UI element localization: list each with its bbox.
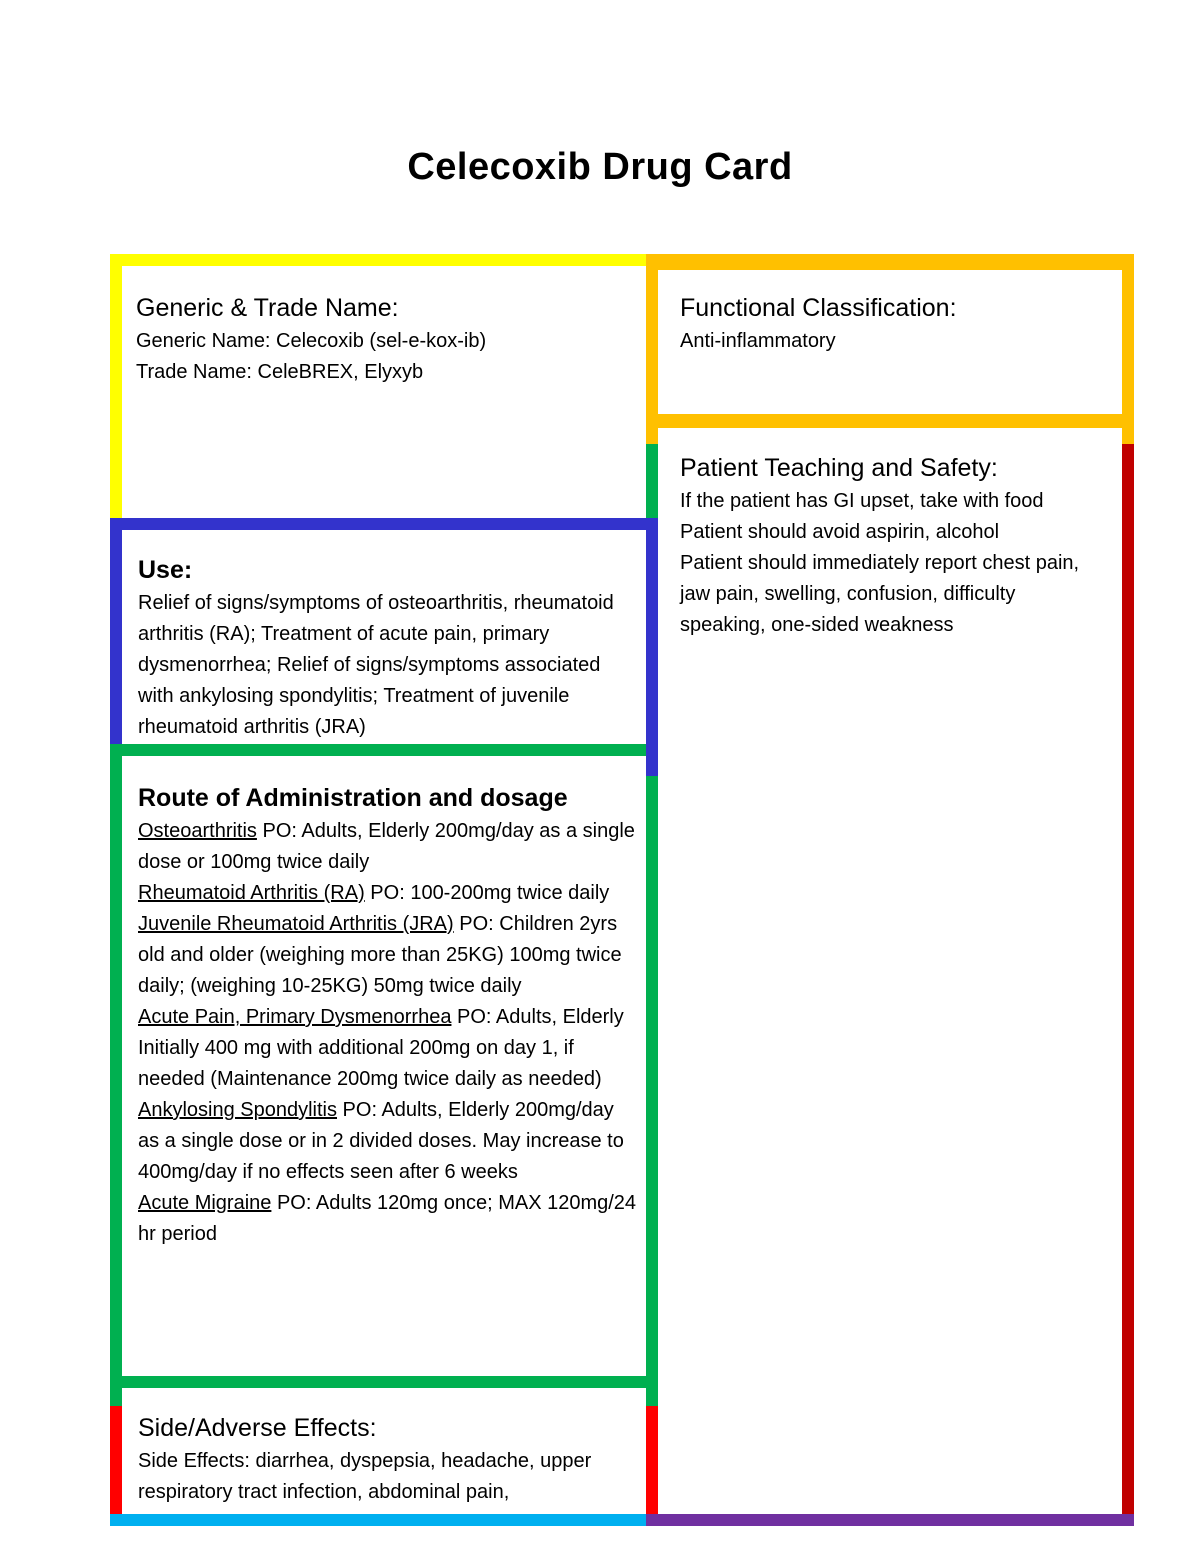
patient-teaching-section [680, 450, 1100, 641]
darkred-right-border [1122, 444, 1134, 1514]
green-right-top-border [646, 444, 658, 518]
route-item-label: Osteoarthritis [138, 820, 257, 842]
orange-bottom-border [646, 414, 1134, 428]
orange-inner-top-border [658, 264, 1122, 270]
patient-teaching-line: Patient should avoid aspirin, alcohol [680, 521, 1000, 543]
route-item-text: PO: Adults, Elderly 200mg/day as a single dose or in 2 divided doses. May increase to 400mg/day if no effects seen after 6 weeks [138, 1099, 624, 1183]
functional-section [680, 290, 1110, 357]
route-item-label: Acute Migraine [138, 1192, 272, 1214]
route-item-label: Juvenile Rheumatoid Arthritis (JRA) [138, 913, 454, 935]
purple-bottom-border [646, 1514, 1134, 1526]
route-item-label: Rheumatoid Arthritis (RA) [138, 882, 365, 904]
route-section [138, 780, 638, 1250]
route-item [138, 1188, 638, 1250]
route-item [138, 1002, 638, 1095]
red-right-border [646, 1406, 658, 1514]
functional-heading: Functional Classification: [680, 294, 957, 322]
side-effects-text: Side Effects: diarrhea, dyspepsia, headache, upper respiratory tract infection, abdominal pain, [138, 1450, 592, 1503]
side-effects-heading: Side/Adverse Effects: [138, 1414, 377, 1442]
generic-name-line: Generic Name: Celecoxib (sel-e-kox-ib) [136, 330, 487, 352]
green-left-border [110, 744, 122, 1406]
route-item-text: PO: Children 2yrs old and older (weighing more than 25KG) 100mg twice daily; (weighing 10-25KG) 50mg twice daily [138, 913, 622, 997]
route-item [138, 816, 638, 878]
patient-teaching-line: Patient should immediately report chest pain, jaw pain, swelling, confusion, difficulty speaking, one-sided weakness [680, 552, 1080, 636]
yellow-top-border [110, 254, 652, 266]
blue-left-border [110, 518, 122, 776]
route-item-text: PO: Adults, Elderly 200mg/day as a single dose or 100mg twice daily [138, 820, 635, 873]
page-title: Celecoxib Drug Card [407, 146, 793, 188]
route-item [138, 878, 638, 909]
route-item [138, 1095, 638, 1188]
use-text: Relief of signs/symptoms of osteoarthritis, rheumatoid arthritis (RA); Treatment of acute pain, primary dysmenorrhea; Relief of signs/symptoms associated with ankylosing spondylitis; Treatment of juvenile rheumatoid arthritis (JRA) [138, 592, 614, 738]
route-item [138, 909, 638, 1002]
functional-value: Anti-inflammatory [680, 330, 836, 352]
route-item-text: PO: Adults 120mg once; MAX 120mg/24 hr period [138, 1192, 637, 1245]
blue-top-border [110, 518, 658, 530]
patient-teaching-line: If the patient has GI upset, take with food [680, 490, 1044, 512]
generic-trade-heading: Generic & Trade Name: [136, 294, 399, 322]
yellow-left-border [110, 254, 122, 520]
use-section [138, 552, 638, 743]
patient-teaching-heading: Patient Teaching and Safety: [680, 454, 998, 482]
red-left-border [110, 1406, 122, 1514]
route-item-text: PO: 100-200mg twice daily [364, 882, 610, 904]
side-effects-section [138, 1410, 638, 1508]
route-heading: Route of Administration and dosage [138, 784, 568, 812]
blue-right-border [646, 518, 658, 776]
green-bottom-border [122, 1376, 646, 1388]
use-heading: Use: [138, 556, 193, 584]
green-right-border [646, 776, 658, 1406]
route-item-label: Acute Pain, Primary Dysmenorrhea [138, 1006, 452, 1028]
route-item-label: Ankylosing Spondylitis [138, 1099, 337, 1121]
lightblue-bottom-border [110, 1514, 646, 1526]
trade-name-line: Trade Name: CeleBREX, Elyxyb [136, 361, 424, 383]
green-top-border [122, 744, 646, 756]
route-item-text: PO: Adults, Elderly Initially 400 mg with additional 200mg on day 1, if needed (Maintenance 200mg twice daily as needed) [138, 1006, 624, 1090]
generic-trade-section [136, 290, 636, 388]
